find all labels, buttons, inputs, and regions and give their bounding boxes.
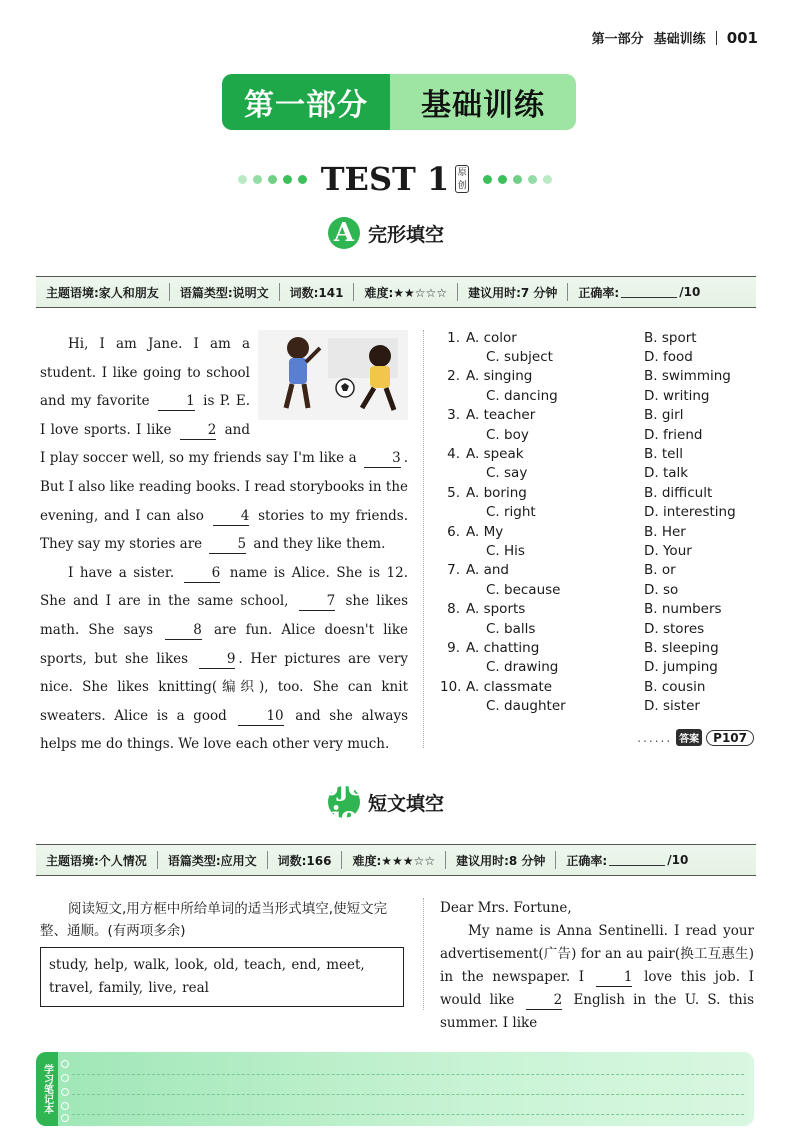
question-number: 2. [447,368,460,385]
dot-icon [298,175,307,184]
option-row [440,541,770,560]
suggested-time: 建议用时:8 分钟 [446,851,556,869]
passage-text: and she always helps me do things. We love each other very much. [40,707,409,753]
page-number: 001 [726,28,758,47]
accuracy-label: 正确率: [566,853,608,868]
text-genre: 语篇类型:说明文 [170,283,280,301]
section-a-info-bar [36,276,756,308]
option-row [440,464,770,483]
accuracy-field[interactable] [568,283,710,301]
option-row [440,561,770,580]
option-c[interactable]: C. drawing [486,659,559,676]
question-number: 6. [447,523,460,540]
part-banner-title: 基础训练 [390,74,576,130]
part-banner [222,74,576,130]
topic-context: 主题语境:家人和朋友 [36,283,170,301]
option-d[interactable]: D. Your [644,542,692,559]
section-b-info-bar [36,844,756,876]
passage-text: are fun. Alice doesn't like sports, but she likes [40,621,408,667]
original-badge: 原创 [455,165,469,193]
passage-text: I have a sister. [68,564,175,581]
accuracy-label: 正确率: [578,285,620,300]
section-a-title: 完形填空 [368,223,445,246]
dot-icon [543,175,552,184]
option-row [440,483,770,502]
option-a[interactable]: A. color [466,329,517,346]
option-c[interactable]: C. say [486,465,528,482]
section-b-icon: [object Object] [290,772,398,832]
cloze-passage [40,330,408,759]
notes-label: 学习笔记本 [36,1052,58,1126]
word-count: 词数:141 [280,283,355,301]
dot-icon [253,175,262,184]
dot-icon [528,175,537,184]
passage-text: and I play soccer well, so my friends say I'm like a [40,421,357,467]
accuracy-total: /10 [667,853,689,867]
options-list [440,328,770,716]
blank-2[interactable]: 2 [180,421,217,440]
option-row [440,580,770,599]
running-header-divider [716,31,717,45]
dot-icon [498,175,507,184]
dot-icon [513,175,522,184]
section-b-title: 短文填空 [368,792,445,815]
option-d[interactable]: D. interesting [644,504,736,521]
option-b[interactable]: B. sleeping [644,639,719,656]
option-a[interactable]: A. boring [466,484,527,501]
option-d[interactable]: D. so [644,581,679,598]
blank-6[interactable]: 6 [184,564,221,583]
option-c[interactable]: C. balls [486,620,536,637]
option-c[interactable]: C. daughter [486,698,566,715]
dot-icon [483,175,492,184]
difficulty-rating: 难度:★★★☆☆ [342,851,446,869]
kids-playing-soccer-illustration [258,330,408,420]
option-b[interactable]: B. cousin [644,678,706,695]
letter-text: My name is Anna Sentinelli. I read your advertisement(广告) for an au pair(换工互惠生) in the newspaper. I [440,923,754,985]
left-dots-decoration [238,175,307,184]
option-c[interactable]: C. because [486,581,561,598]
letter-passage [440,897,754,1035]
question-number: 8. [447,601,460,618]
option-row [440,696,770,715]
accuracy-blank[interactable] [621,287,677,298]
option-row [440,347,770,366]
option-row [440,328,770,347]
accuracy-field[interactable] [556,851,698,869]
passage-text: stories to my friends. They say my stories are [40,507,408,553]
word-count: 词数:166 [268,851,343,869]
option-row [440,406,770,425]
option-a[interactable]: A. chatting [466,639,540,656]
letter-body [440,920,754,1035]
answer-page-ref[interactable]: P107 [706,730,754,746]
option-row [440,386,770,405]
section-a-header [328,217,444,249]
option-a[interactable]: A. sports [466,601,526,618]
column-divider [423,330,424,748]
passage-text: . But I also like reading books. I read storybooks in the evening, and I can also [40,450,408,524]
topic-context: 主题语境:个人情况 [36,851,158,869]
leader-dots: ...... [637,730,673,745]
letter-greeting: Dear Mrs. Fortune, [440,900,572,916]
note-line [72,1074,744,1075]
passage-text: name is Alice. She is 12. She and I are in the same school, [40,564,408,610]
option-d[interactable]: D. jumping [644,659,718,676]
note-line [72,1094,744,1095]
ring-icon [61,1088,69,1096]
running-header-section: 第一部分 [591,32,644,47]
blank-10[interactable]: 10 [238,707,283,726]
option-d[interactable]: D. friend [644,426,703,443]
option-row [440,425,770,444]
accuracy-total: /10 [679,285,701,299]
option-row [440,677,770,696]
section-a-icon: A [328,217,360,249]
option-b[interactable]: B. sport [644,329,697,346]
option-row [440,522,770,541]
running-header-subtitle: 基础训练 [653,32,706,47]
blank-4[interactable]: 4 [213,507,250,526]
option-a[interactable]: A. and [466,562,509,579]
question-number: 3. [447,407,460,424]
option-a[interactable]: A. singing [466,368,533,385]
option-c[interactable]: C. right [486,504,536,521]
right-dots-decoration [483,175,552,184]
question-number: 10. [440,678,462,695]
question-number: 7. [447,562,460,579]
word-bank-box: study, help, walk, look, old, teach, end, meet, travel, family, live, real [40,947,404,1007]
option-d[interactable]: D. sister [644,698,700,715]
option-c[interactable]: C. His [486,542,525,559]
dot-icon [268,175,277,184]
blank-b2[interactable]: 2 [526,991,563,1010]
option-row [440,638,770,657]
suggested-time: 建议用时:7 分钟 [458,283,568,301]
blank-7[interactable]: 7 [299,592,336,611]
option-row [440,658,770,677]
passage-text: . Her pictures are very nice. She likes knitting(编织), too. She can knit sweaters. Alice is a good [40,650,409,724]
option-b[interactable]: B. or [644,562,676,579]
option-d[interactable]: D. writing [644,387,710,404]
question-number: 1. [447,329,460,346]
question-number: 9. [447,639,460,656]
question-number: 5. [447,484,460,501]
option-row [440,503,770,522]
paragraph-2 [40,559,408,759]
option-b[interactable]: B. Her [644,523,686,540]
passage-text: Hi, I am Jane. I am a student. I like going to school and my favorite [40,336,250,410]
running-header [592,28,758,47]
part-banner-label: 第一部分 [222,74,390,130]
ring-icon [61,1114,69,1122]
passage-text: she likes math. She says [40,593,408,638]
option-b[interactable]: B. numbers [644,601,722,618]
test-title-row [0,160,790,198]
option-b[interactable]: B. girl [644,407,684,424]
option-a[interactable]: A. classmate [466,678,553,695]
section-b-instruction: 阅读短文,用方框中所给单词的适当形式填空,使短文完整、通顺。(有两项多余) [40,901,388,939]
note-line [72,1114,744,1115]
text-genre: 语篇类型:应用文 [158,851,268,869]
option-b[interactable]: B. swimming [644,368,731,385]
blank-5[interactable]: 5 [209,535,246,554]
option-c[interactable]: C. boy [486,426,529,443]
option-c[interactable]: C. subject [486,349,553,366]
option-a[interactable]: A. teacher [466,407,536,424]
test-title: TEST 1 [320,160,450,198]
section-b-header [290,772,445,832]
letter-text: English in the U. S. this summer. I like [440,992,754,1031]
option-d[interactable]: D. food [644,349,693,366]
blank-1[interactable]: 1 [158,392,195,411]
passage-text: is P. E. I love sports. I like [40,393,251,438]
dot-icon [283,175,292,184]
passage-text: and they like them. [253,536,386,553]
option-row [440,444,770,463]
option-a[interactable]: A. speak [466,446,524,463]
answer-tag: 答案 [676,729,702,746]
blank-8[interactable]: 8 [165,621,202,640]
study-notes-area[interactable] [36,1052,754,1126]
accuracy-blank[interactable] [609,855,665,866]
question-number: 4. [447,446,460,463]
letter-text: love this job. I would like [440,969,755,1008]
blank-9[interactable]: 9 [199,650,236,669]
option-row [440,619,770,638]
option-b[interactable]: B. difficult [644,484,713,501]
option-c[interactable]: C. dancing [486,387,558,404]
answer-reference[interactable] [637,729,754,746]
option-d[interactable]: D. talk [644,465,689,482]
dot-icon [238,175,247,184]
option-d[interactable]: D. stores [644,620,705,637]
difficulty-rating: 难度:★★☆☆☆ [354,283,458,301]
ring-icon [61,1074,69,1082]
ring-icon [61,1102,69,1110]
column-divider-b [423,898,424,1010]
blank-b1[interactable]: 1 [596,968,633,987]
option-a[interactable]: A. My [466,523,504,540]
option-b[interactable]: B. tell [644,446,683,463]
option-row [440,599,770,618]
option-row [440,367,770,386]
ring-icon [61,1060,69,1068]
blank-3[interactable]: 3 [364,449,401,468]
